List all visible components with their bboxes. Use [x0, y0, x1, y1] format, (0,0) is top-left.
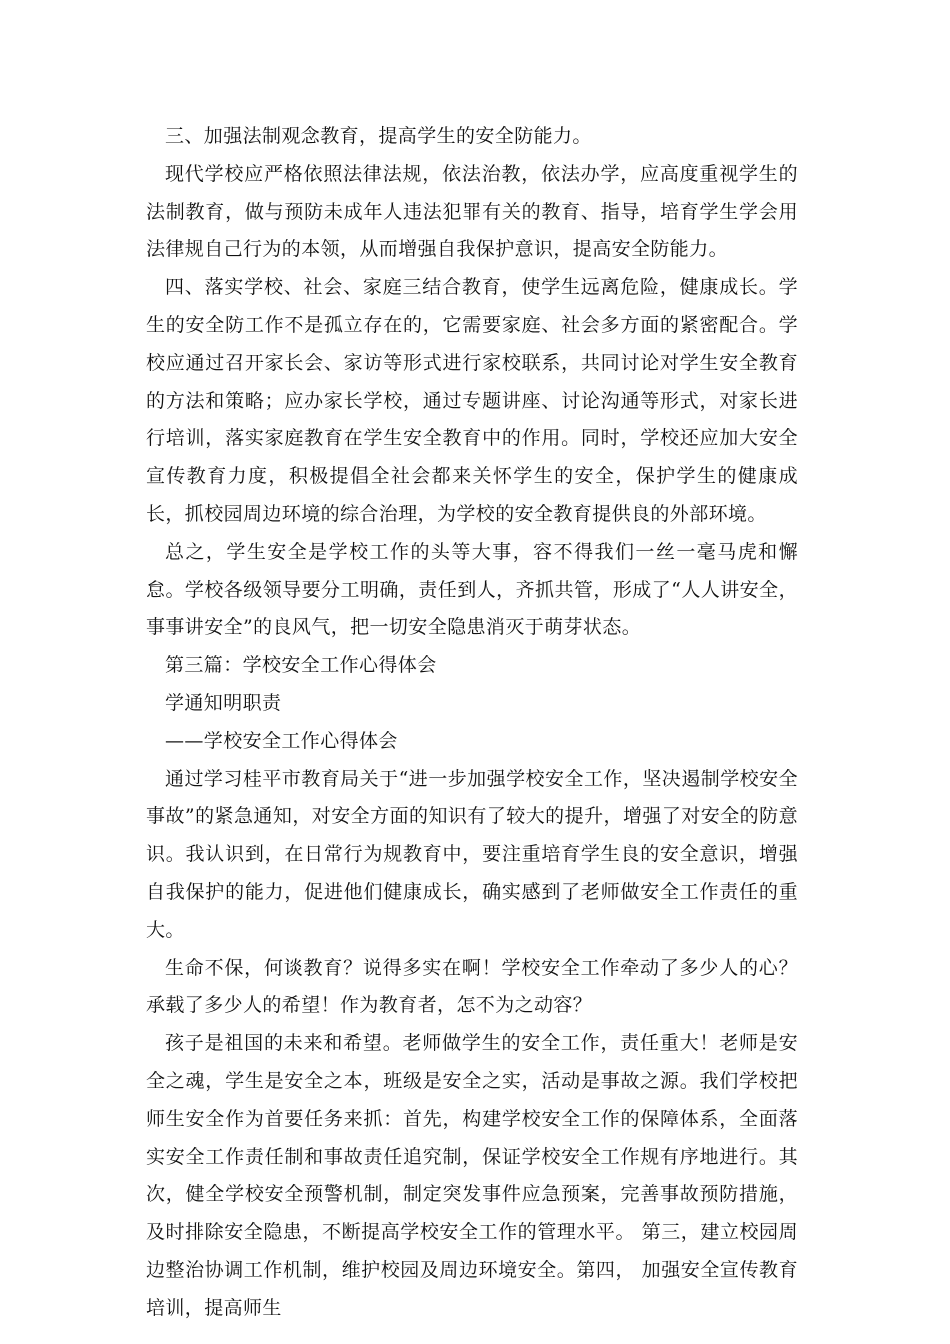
- paragraph-life-education: 生命不保，何谈教育？说得多实在啊！学校安全工作牵动了多少人的心？承载了多少人的希望！作为教育者，怎不为之动容？: [146, 956, 798, 1017]
- article-byline: ——学校安全工作心得体会: [165, 729, 398, 752]
- paragraph-conclusion: 总之，学生安全是学校工作的头等大事，容不得我们一丝一毫马虎和懈怠。学校各级领导要分工明确，责任到人，齐抓共管，形成了“人人讲安全，事事讲安全”的良风气，把一切安全隐患消灭于萌芽状态。: [146, 540, 798, 639]
- paragraph-legal-education: 现代学校应严格依照法律法规，依法治教，依法办学，应高度重视学生的法制教育，做与预防未成年人违法犯罪有关的教育、指导，培育学生学会用法律规自己行为的本领，从而增强自我保护意识，提高安全防能力。: [146, 162, 798, 261]
- section-heading-3: 三、加强法制观念教育，提高学生的安全防能力。: [165, 125, 592, 147]
- paragraph-school-society-family: 四、落实学校、社会、家庭三结合教育，使学生远离危险，健康成长。学生的安全防工作不是孤立存在的，它需要家庭、社会多方面的紧密配合。学校应通过召开家长会、家访等形式进行家校联系，共同讨论对学生安全教育的方法和策略；应办家长学校，通过专题讲座、讨论沟通等形式，对家长进行培训，落实家庭教育在学生安全教育中的作用。同时，学校还应加大安全宣传教育力度，积极提倡全社会都来关怀学生的安全，保护学生的健康成长，抓校园周边环境的综合治理，为学校的安全教育提供良的外部环境。: [146, 276, 798, 525]
- document-page: [146, 118, 798, 1328]
- article-title: 第三篇：学校安全工作心得体会: [165, 654, 437, 677]
- article-subtitle: 学通知明职责: [165, 691, 282, 714]
- paragraph-children-future: 孩子是祖国的未来和希望。老师做学生的安全工作，责任重大！老师是安全之魂，学生是安全之本，班级是安全之实，活动是事故之源。我们学校把师生安全作为首要任务来抓：首先，构建学校安全工作的保障体系，全面落实安全工作责任制和事故责任追究制，保证学校安全工作规有序地进行。其次，健全学校安全预警机制，制定突发事件应急预案，完善事故预防措施，及时排除安全隐患，不断提高学校安全工作的管理水平。 第三，建立校园周边整治协调工作机制，维护校园及周边环境安全。第四， 加强安全宣传教育培训，提高师生: [146, 1032, 798, 1319]
- paragraph-notice-learning: 通过学习桂平市教育局关于“进一步加强学校安全工作，坚决遏制学校安全事故”的紧急通知，对安全方面的知识有了较大的提升，增强了对安全的防意识。我认识到，在日常行为规教育中，要注重培育学生良的安全意识，增强自我保护的能力，促进他们健康成长，确实感到了老师做安全工作责任的重大。: [146, 767, 798, 941]
